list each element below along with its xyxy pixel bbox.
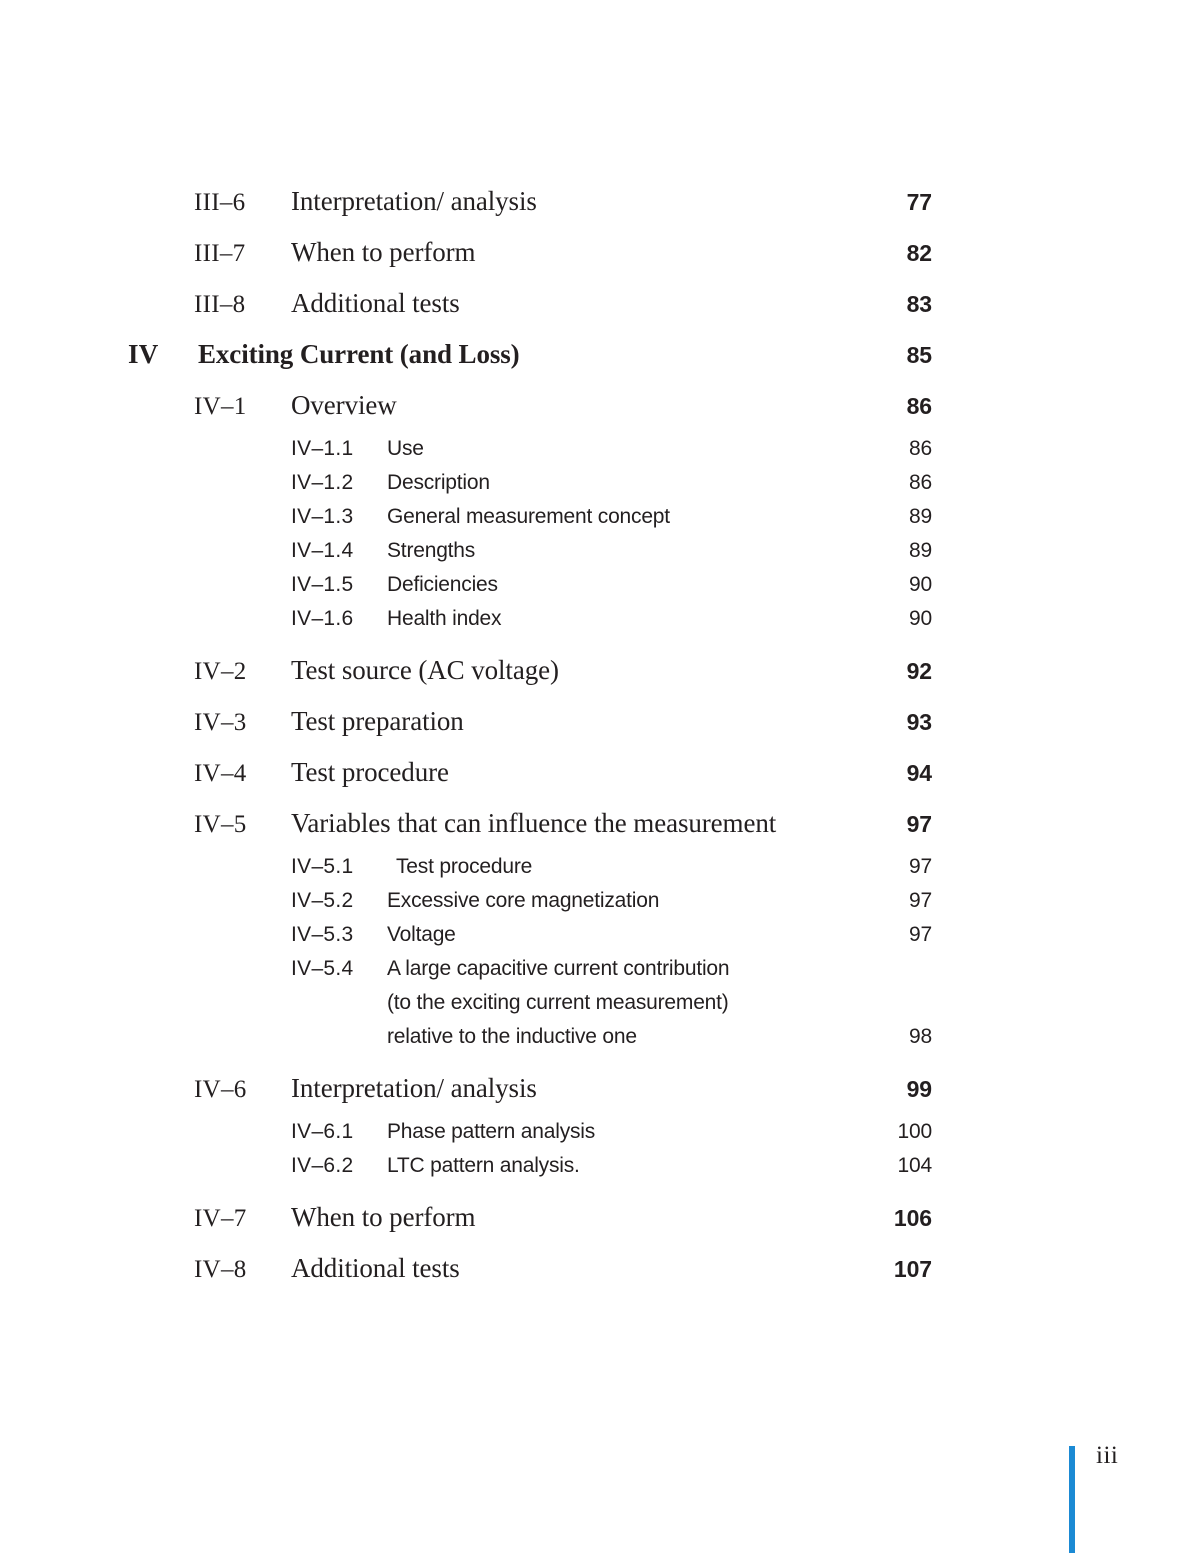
toc-entry-page-number: 97: [906, 811, 932, 837]
toc-entry[interactable]: [194, 706, 932, 757]
table-of-contents-list: [0, 186, 1200, 1304]
toc-entry[interactable]: [291, 855, 932, 889]
toc-entry-number: III–7: [194, 240, 246, 267]
toc-entry-number: IV–7: [194, 1205, 247, 1232]
toc-entry[interactable]: [291, 505, 932, 539]
toc-entry-number: IV–4: [194, 760, 247, 787]
toc-entry-title: Exciting Current (and Loss): [198, 339, 520, 369]
toc-entry-title: Test procedure: [291, 757, 449, 787]
toc-entry-number: IV–5.3: [291, 923, 354, 946]
toc-entry[interactable]: [291, 539, 932, 573]
toc-entry-number: IV–6: [194, 1076, 247, 1103]
toc-entry-page-number: 86: [909, 437, 932, 460]
toc-entry-page-number: 89: [909, 539, 932, 562]
toc-entry-page-number: 100: [897, 1120, 932, 1143]
toc-entry-title: Excessive core magnetization: [387, 889, 660, 912]
toc-entry[interactable]: [194, 1073, 932, 1124]
toc-entry-page-number: 86: [906, 393, 932, 419]
toc-entry[interactable]: [291, 1120, 932, 1154]
toc-entry-title: Test preparation: [291, 706, 464, 736]
toc-entry-title: Interpretation/ analysis: [291, 186, 537, 216]
toc-entry[interactable]: [194, 186, 932, 237]
toc-leader-dots: [461, 956, 888, 957]
toc-entry-title: Description: [387, 471, 490, 494]
toc-entry-page-number: 97: [909, 855, 932, 878]
toc-entry-number: IV–1.5: [291, 573, 354, 596]
folio-page-number: iii: [1096, 1442, 1119, 1469]
toc-entry[interactable]: [291, 607, 932, 641]
toc-leader-dots: [542, 236, 888, 237]
toc-entry-page-number: 97: [909, 889, 932, 912]
toc-leader-dots: [781, 858, 888, 859]
toc-entry-title: Interpretation/ analysis: [291, 1073, 537, 1103]
toc-entry-title: Deficiencies: [387, 573, 498, 596]
toc-entry-number: IV–1.1: [291, 437, 354, 460]
toc-entry-page-number: 83: [906, 291, 932, 317]
toc-entry-page-number: 90: [909, 607, 932, 630]
toc-entry[interactable]: [194, 757, 932, 808]
toc-entry-title: A large capacitive current contribution: [387, 957, 730, 980]
toc-entry-number: IV: [128, 339, 159, 369]
toc-leader-dots: [480, 1252, 887, 1253]
toc-leader-dots: [664, 922, 888, 923]
toc-leader-dots: [522, 389, 888, 390]
toc-entry-title: When to perform: [291, 1202, 476, 1232]
toc-entry-title: Additional tests: [291, 288, 460, 318]
toc-entry-title: Strengths: [387, 539, 476, 562]
toc-leader-dots: [465, 1303, 888, 1304]
toc-leader-dots: [564, 705, 888, 706]
toc-leader-dots: [402, 440, 888, 441]
toc-leader-dots: [480, 287, 888, 288]
toc-leader-dots: [429, 470, 888, 471]
toc-entry-page-number: 104: [897, 1154, 932, 1177]
toc-leader-dots: [480, 572, 888, 573]
toc-leader-dots: [506, 640, 888, 641]
toc-entry-title: Variables that can influence the measurement: [291, 808, 777, 838]
toc-entry[interactable]: [291, 1025, 932, 1059]
toc-entry-title: (to the exciting current measurement): [387, 991, 729, 1014]
toc-entry-title: When to perform: [291, 237, 476, 267]
toc-leader-dots: [675, 538, 888, 539]
toc-entry[interactable]: [291, 471, 932, 505]
toc-entry-page-number: 85: [906, 342, 932, 368]
toc-leader-dots: [469, 756, 888, 757]
footer-accent-bar: [1069, 1446, 1075, 1553]
toc-entry-title: Use: [387, 437, 424, 460]
toc-entry-number: IV–6.2: [291, 1154, 354, 1177]
toc-entry-page-number: 97: [909, 923, 932, 946]
toc-entry-number: IV–5: [194, 811, 247, 838]
toc-entry[interactable]: [194, 808, 932, 859]
toc-entry-page-number: 82: [906, 240, 932, 266]
toc-entry[interactable]: [128, 339, 932, 390]
toc-entry-page-number: 107: [893, 1256, 932, 1282]
toc-entry-page-number: 106: [893, 1205, 932, 1231]
toc-entry-title: Additional tests: [291, 1253, 460, 1283]
toc-entry[interactable]: [291, 923, 932, 957]
toc-leader-dots: [465, 338, 888, 339]
toc-entry[interactable]: [194, 390, 932, 441]
toc-entry-page-number: 94: [906, 760, 932, 786]
toc-entry-page-number: 90: [909, 573, 932, 596]
toc-entry-number: IV–1.2: [291, 471, 354, 494]
toc-entry-number: IV–1: [194, 393, 247, 420]
toc-leader-dots: [585, 1187, 888, 1188]
toc-entry-number: III–6: [194, 189, 246, 216]
toc-leader-dots: [537, 888, 888, 889]
toc-entry-number: IV–5.1: [291, 855, 354, 878]
toc-leader-dots: [542, 1123, 888, 1124]
toc-entry-title: Voltage: [387, 923, 456, 946]
toc-entry-page-number: 99: [906, 1076, 932, 1102]
toc-entry-number: IV–1.4: [291, 539, 354, 562]
toc-entry-page-number: 92: [906, 658, 932, 684]
toc-entry-title: General measurement concept: [387, 505, 670, 528]
toc-entry-title: Phase pattern analysis: [387, 1120, 596, 1143]
toc-entry-number: IV–5.4: [291, 957, 354, 980]
toc-leader-dots: [454, 807, 888, 808]
toc-entry-number: IV–1.3: [291, 505, 354, 528]
toc-entry[interactable]: [194, 237, 932, 288]
toc-entry[interactable]: [291, 957, 932, 991]
toc-entry-number: III–8: [194, 291, 246, 318]
toc-entry-page-number: 86: [909, 471, 932, 494]
toc-entry-page-number: 93: [906, 709, 932, 735]
toc-entry-title: Health index: [387, 607, 502, 630]
toc-entry-number: IV–2: [194, 658, 247, 685]
toc-entry-title: LTC pattern analysis.: [387, 1154, 580, 1177]
toc-entry-page-number: 98: [909, 1025, 932, 1048]
toc-entry[interactable]: [194, 1202, 932, 1253]
toc-entry-title: Test source (AC voltage): [291, 655, 559, 685]
toc-entry[interactable]: [194, 288, 932, 339]
toc-leader-dots: [642, 1058, 888, 1059]
toc-leader-dots: [503, 606, 888, 607]
toc-entry-number: IV–6.1: [291, 1120, 354, 1143]
toc-entry-title: Test procedure: [396, 855, 533, 878]
toc-entry-title: Overview: [291, 390, 397, 420]
toc-entry-number: IV–3: [194, 709, 247, 736]
toc-entry-number: IV–1.6: [291, 607, 354, 630]
toc-entry[interactable]: [291, 437, 932, 471]
toc-entry-page-number: 89: [909, 505, 932, 528]
toc-entry[interactable]: [291, 573, 932, 607]
toc-entry[interactable]: [291, 991, 932, 1025]
toc-entry-number: IV–5.2: [291, 889, 354, 912]
toc-entry[interactable]: [194, 1253, 932, 1304]
toc-entry-title: relative to the inductive one: [387, 1025, 637, 1048]
toc-entry-number: IV–8: [194, 1256, 247, 1283]
toc-entry-page-number: 77: [906, 189, 932, 215]
toc-leader-dots: [495, 504, 888, 505]
toc-entry[interactable]: [194, 655, 932, 706]
toc-entry[interactable]: [291, 1154, 932, 1188]
toc-leader-dots: [600, 1153, 888, 1154]
toc-entry[interactable]: [291, 889, 932, 923]
